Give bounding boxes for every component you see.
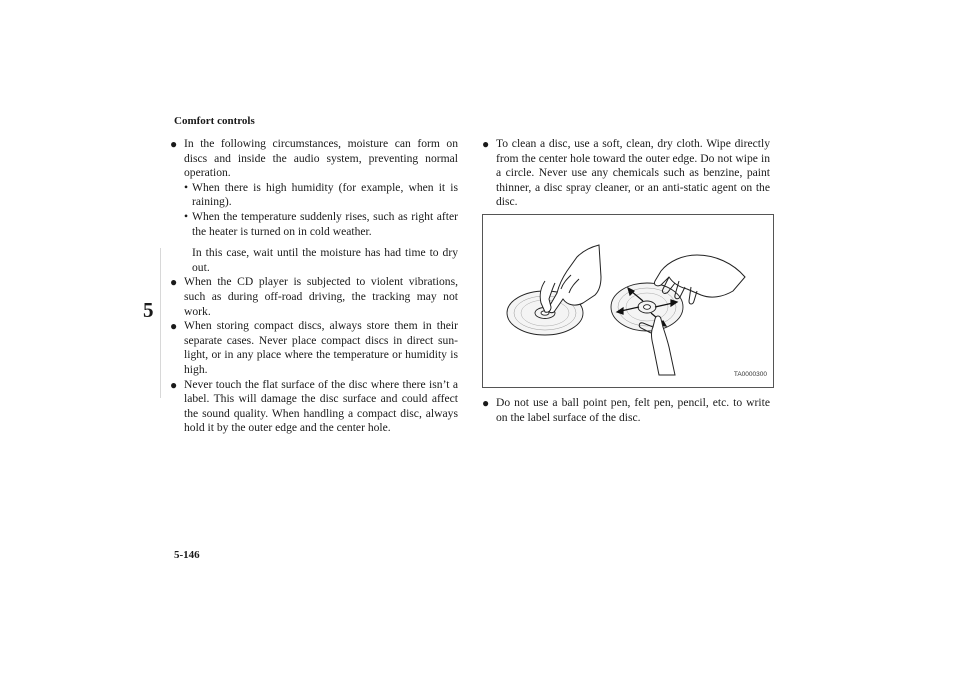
sub-item-temperature: • When the temperature suddenly rises, such as right after the heater is turned on in cold weather. (170, 210, 458, 239)
disc-handling-illustration (482, 214, 774, 388)
figure-code: TA0000300 (733, 371, 767, 379)
right-column (482, 137, 770, 425)
disc-illustration-graphic (483, 215, 773, 387)
left-hand (540, 245, 601, 313)
bullet-vibration: ● When the CD player is subjected to violent vibrations, such as during off-road driving, the tracking may not work. (170, 275, 458, 319)
left-column (170, 137, 458, 436)
moisture-note: In this case, wait until the moisture has had time to dry out. (192, 246, 458, 274)
bullet-storage: ● When storing compact discs, always store them in their separate cases. Never place compact discs in direct sun-light, or in any place where the temperature or humidity is high. (170, 319, 458, 377)
bullet-cleaning: ● To clean a disc, use a soft, clean, dry cloth. Wipe directly from the center hole toward the outer edge. Do not wipe in a circle. Never use any chemicals such as benzine, paint thinner, a disc spray cleaner, or an anti-static agent on the disc. (482, 137, 770, 210)
bullet-moisture-text: In the following circumstances, moisture can form on discs and inside the audio system, preventing normal operation. (184, 137, 458, 180)
cleaned-disc (611, 283, 683, 331)
sub-item-humidity: • When there is high humidity (for example, when it is raining). (170, 181, 458, 210)
bullet-handling: ● Never touch the flat surface of the disc where there isn’t a label. This will damage the disc surface and could affect the sound quality. When handling a compact disc, always hold it by the outer edge and the center hole. (170, 378, 458, 436)
chapter-number: 5 (143, 298, 154, 322)
page-number: 5-146 (174, 549, 200, 561)
chapter-tab (0, 248, 161, 398)
bullet-writing: ● Do not use a ball point pen, felt pen, pencil, etc. to write on the label surface of the disc. (482, 396, 770, 425)
section-title: Comfort controls (174, 115, 255, 127)
bullet-moisture (170, 137, 458, 181)
